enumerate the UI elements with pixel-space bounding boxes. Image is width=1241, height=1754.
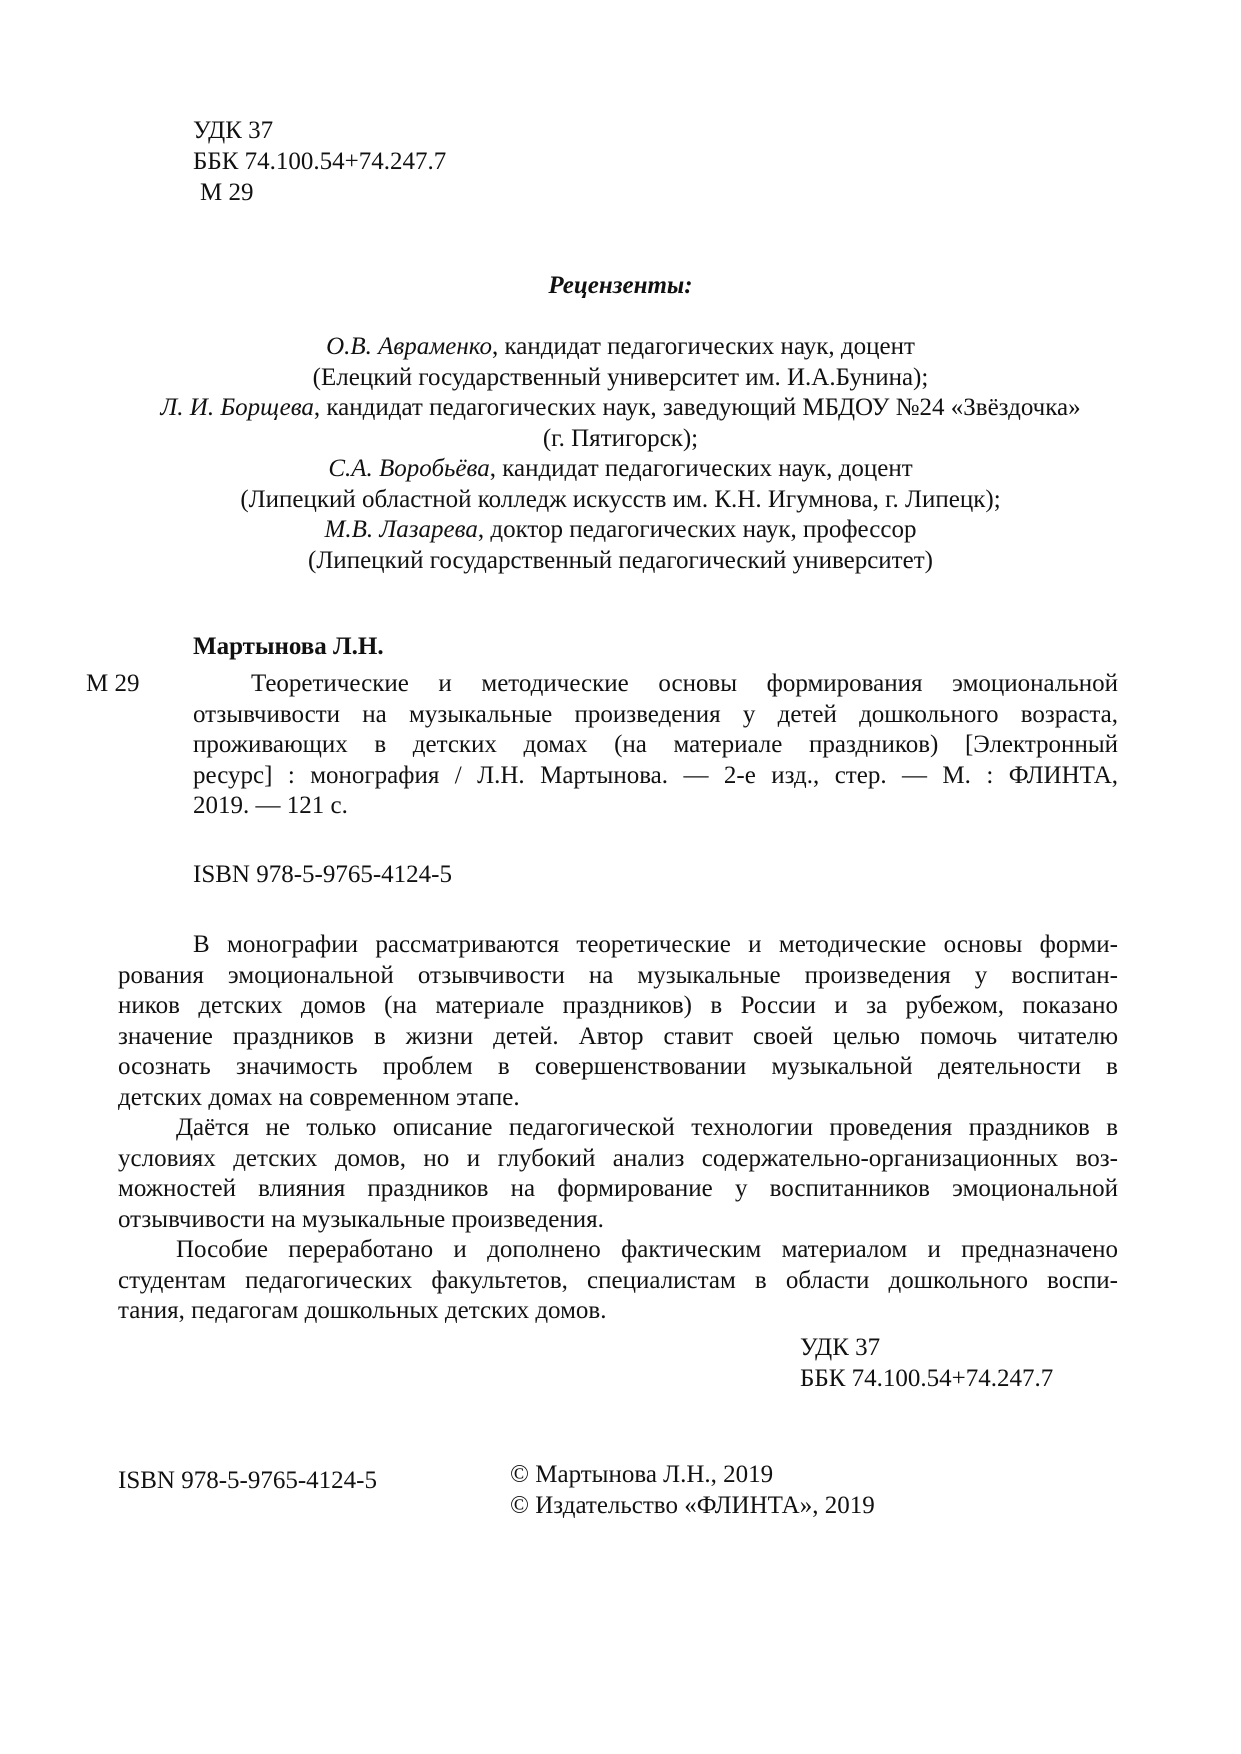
abstract-line: рования эмоциональной отзывчивости на музыкальные произведения у воспитан- (118, 961, 1118, 989)
reviewer-affiliation: (г. Пятигорск); (542, 424, 699, 452)
footer-udk: УДК 37 (800, 1334, 881, 1361)
reviewer-line (0, 332, 1241, 363)
abstract-line: Даётся не только описание педагогической технологии проведения праздников в (176, 1114, 1118, 1141)
header-bbk: ББК 74.100.54+74.247.7 (193, 148, 447, 175)
reviewer-line (0, 454, 1241, 485)
reviewer-details: , кандидат педагогических наук, доцент (489, 455, 913, 482)
reviewer-line (0, 363, 1241, 394)
reviewer-line (0, 515, 1241, 546)
description-line: отзывчивости на музыкальные произведения у детей дошкольного возраста, (193, 700, 1118, 728)
header-author-mark: М 29 (200, 179, 254, 206)
reviewer-line (0, 546, 1241, 577)
description-line: Теоретические и методические основы формирования эмоциональной (251, 670, 1118, 697)
abstract-paragraph-1 (118, 930, 1118, 1113)
reviewer-affiliation: (Липецкий государственный педагогический университет) (308, 546, 933, 574)
reviewer-line (0, 485, 1241, 516)
copyright-isbn: ISBN 978-5-9765-4124-5 (118, 1467, 378, 1494)
reviewers-block (0, 332, 1241, 576)
description-line: ресурс] : монография / Л.Н. Мартынова. — 2-е изд., стер. — М. : ФЛИНТА, (193, 761, 1118, 789)
reviewer-affiliation: (Липецкий областной колледж искусств им. К.Н. Игумнова, г. Липецк); (240, 485, 1001, 513)
abstract-line: значение праздников в жизни детей. Автор ставит своей целью помочь читателю (118, 1022, 1118, 1050)
copyright-author: © Мартынова Л.Н., 2019 (510, 1461, 774, 1488)
reviewer-details: , кандидат педагогических наук, доцент (491, 333, 915, 360)
reviewer-details: , доктор педагогических наук, профессор (477, 516, 917, 543)
catalog-mark: М 29 (86, 670, 140, 697)
abstract-line: можностей влияния праздников на формирование у воспитанников эмоциональной (118, 1175, 1118, 1202)
abstract-line: ников детских домов (на материале праздников) в России и за рубежом, показано (118, 992, 1118, 1019)
abstract-line: студентам педагогических факультетов, специалистам в области дошкольного воспи- (118, 1266, 1118, 1294)
catalog-description (193, 669, 1118, 822)
abstract-line: тания, педагогам дошкольных детских домов. (118, 1297, 607, 1324)
abstract-line: условиях детских домов, но и глубокий анализ содержательно-организационных воз- (118, 1144, 1118, 1172)
abstract-line: отзывчивости на музыкальные произведения. (118, 1205, 604, 1233)
catalog-isbn: ISBN 978-5-9765-4124-5 (193, 861, 453, 888)
abstract-line: детских домах на современном этапе. (118, 1083, 520, 1111)
abstract-line: В монографии рассматриваются теоретические и методические основы форми- (193, 931, 1118, 958)
footer-bbk: ББК 74.100.54+74.247.7 (800, 1365, 1054, 1392)
catalog-author-text: Мартынова Л.Н. (193, 633, 384, 660)
reviewer-name: С.А. Воробьёва (328, 455, 490, 482)
reviewer-line (0, 424, 1241, 455)
reviewer-name: М.В. Лазарева (324, 516, 478, 543)
description-line: 2019. — 121 с. (193, 792, 348, 819)
abstract-paragraph-2 (118, 1113, 1118, 1235)
abstract-paragraph-3 (118, 1235, 1118, 1327)
reviewer-affiliation: (Елецкий государственный университет им. И.А.Бунина); (312, 363, 929, 391)
reviewer-name: О.В. Авраменко (326, 333, 492, 360)
abstract-line: Пособие переработано и дополнено фактическим материалом и предназначено (176, 1236, 1118, 1263)
reviewer-line (0, 393, 1241, 424)
catalog-author (193, 632, 384, 662)
header-udk: УДК 37 (193, 117, 274, 144)
abstract-line: осознать значимость проблем в совершенствовании музыкальной деятельности в (118, 1053, 1118, 1080)
reviewer-details: , кандидат педагогических наук, заведующий МБДОУ №24 «Звёздочка» (313, 394, 1081, 421)
reviewers-title (0, 271, 1241, 301)
reviewer-name: Л. И. Борщева (160, 394, 314, 421)
reviewers-title-text: Рецензенты: (548, 272, 693, 299)
description-line: проживающих в детских домах (на материале праздников) [Электронный (193, 731, 1118, 758)
copyright-publisher: © Издательство «ФЛИНТА», 2019 (510, 1492, 875, 1519)
